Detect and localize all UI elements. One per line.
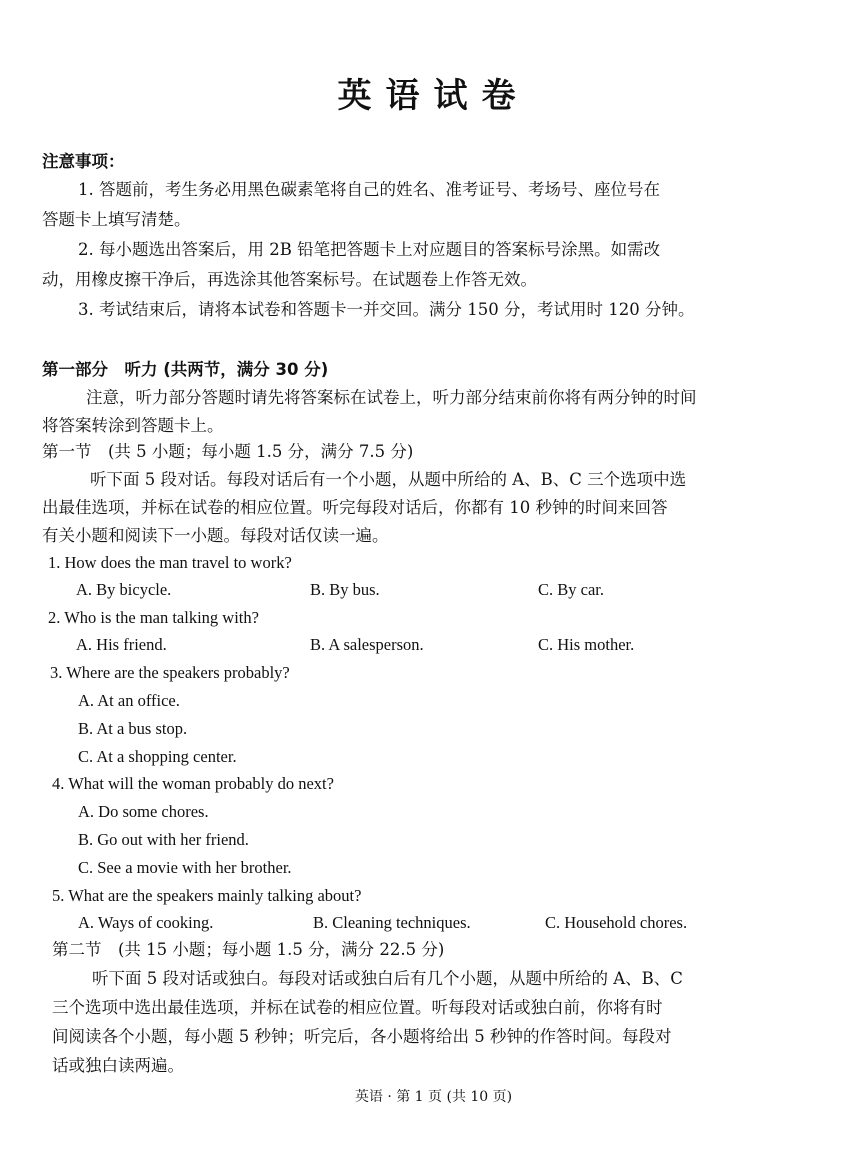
section2-instr-line-4: 话或独白读两遍。 [52,1056,184,1075]
question-1-option-a: A. By bicycle. [76,580,172,599]
notice-item-1-line-1: 1. 答题前，考生务必用黑色碳素笔将自己的姓名、准考证号、考场号、座位号在 [78,180,660,199]
question-4-option-c: C. See a movie with her brother. [78,858,292,877]
section2-heading: 第二节 (共 15 小题；每小题 1.5 分，满分 22.5 分) [52,940,445,959]
question-1-option-b: B. By bus. [310,580,380,599]
part1-heading: 第一部分 听力 (共两节，满分 30 分) [42,360,329,379]
section1-instr-line-3: 有关小题和阅读下一小题。每段对话仅读一遍。 [42,526,389,545]
question-3: 3. Where are the speakers probably? [50,663,290,682]
question-4-option-b: B. Go out with her friend. [78,830,249,849]
question-5: 5. What are the speakers mainly talking about? [52,886,362,905]
section1-instr-line-1: 听下面 5 段对话。每段对话后有一个小题，从题中所给的 A、B、C 三个选项中选 [90,470,687,489]
question-1: 1. How does the man travel to work? [48,553,292,572]
section1-instr-line-2: 出最佳选项，并标在试卷的相应位置。听完每段对话后，你都有 10 秒钟的时间来回答 [42,498,668,517]
notice-item-3: 3. 考试结束后，请将本试卷和答题卡一并交回。满分 150 分，考试用时 120 分钟。 [78,300,695,319]
section2-instr-line-1: 听下面 5 段对话或独白。每段对话或独白后有几个小题，从题中所给的 A、B、C [92,969,683,988]
question-2: 2. Who is the man talking with? [48,608,259,627]
question-2-option-a: A. His friend. [76,635,167,654]
question-5-option-b: B. Cleaning techniques. [313,913,471,932]
question-5-option-c: C. Household chores. [545,913,688,932]
section2-instr-line-3: 间阅读各个小题，每小题 5 秒钟；听完后，各小题将给出 5 秒钟的作答时间。每段对 [52,1027,672,1046]
question-1-option-c: C. By car. [538,580,604,599]
page-footer: 英语 · 第 1 页 (共 10 页) [354,1089,513,1105]
question-3-option-b: B. At a bus stop. [78,719,188,738]
question-2-option-b: B. A salesperson. [310,635,424,654]
question-4-option-a: A. Do some chores. [78,802,209,821]
notice-item-1-line-2: 答题卡上填写清楚。 [42,210,191,229]
notice-heading: 注意事项： [42,152,125,171]
exam-title: 英语试卷 [337,76,530,116]
question-5-option-a: A. Ways of cooking. [78,913,214,932]
notice-item-2-line-2: 动，用橡皮擦干净后，再选涂其他答案标号。在试题卷上作答无效。 [42,270,537,289]
part1-note-line-2: 将答案转涂到答题卡上。 [42,416,224,435]
question-4: 4. What will the woman probably do next? [52,774,334,793]
question-2-option-c: C. His mother. [538,635,635,654]
notice-item-2-line-1: 2. 每小题选出答案后，用 2B 铅笔把答题卡上对应题目的答案标号涂黑。如需改 [78,240,661,259]
question-3-option-a: A. At an office. [78,691,180,710]
section1-heading: 第一节 (共 5 小题；每小题 1.5 分，满分 7.5 分) [42,442,414,461]
question-3-option-c: C. At a shopping center. [78,747,237,766]
section2-instr-line-2: 三个选项中选出最佳选项，并标在试卷的相应位置。听每段对话或独白前，你将有时 [52,998,663,1017]
part1-note-line-1: 注意，听力部分答题时请先将答案标在试卷上，听力部分结束前你将有两分钟的时间 [86,388,697,407]
